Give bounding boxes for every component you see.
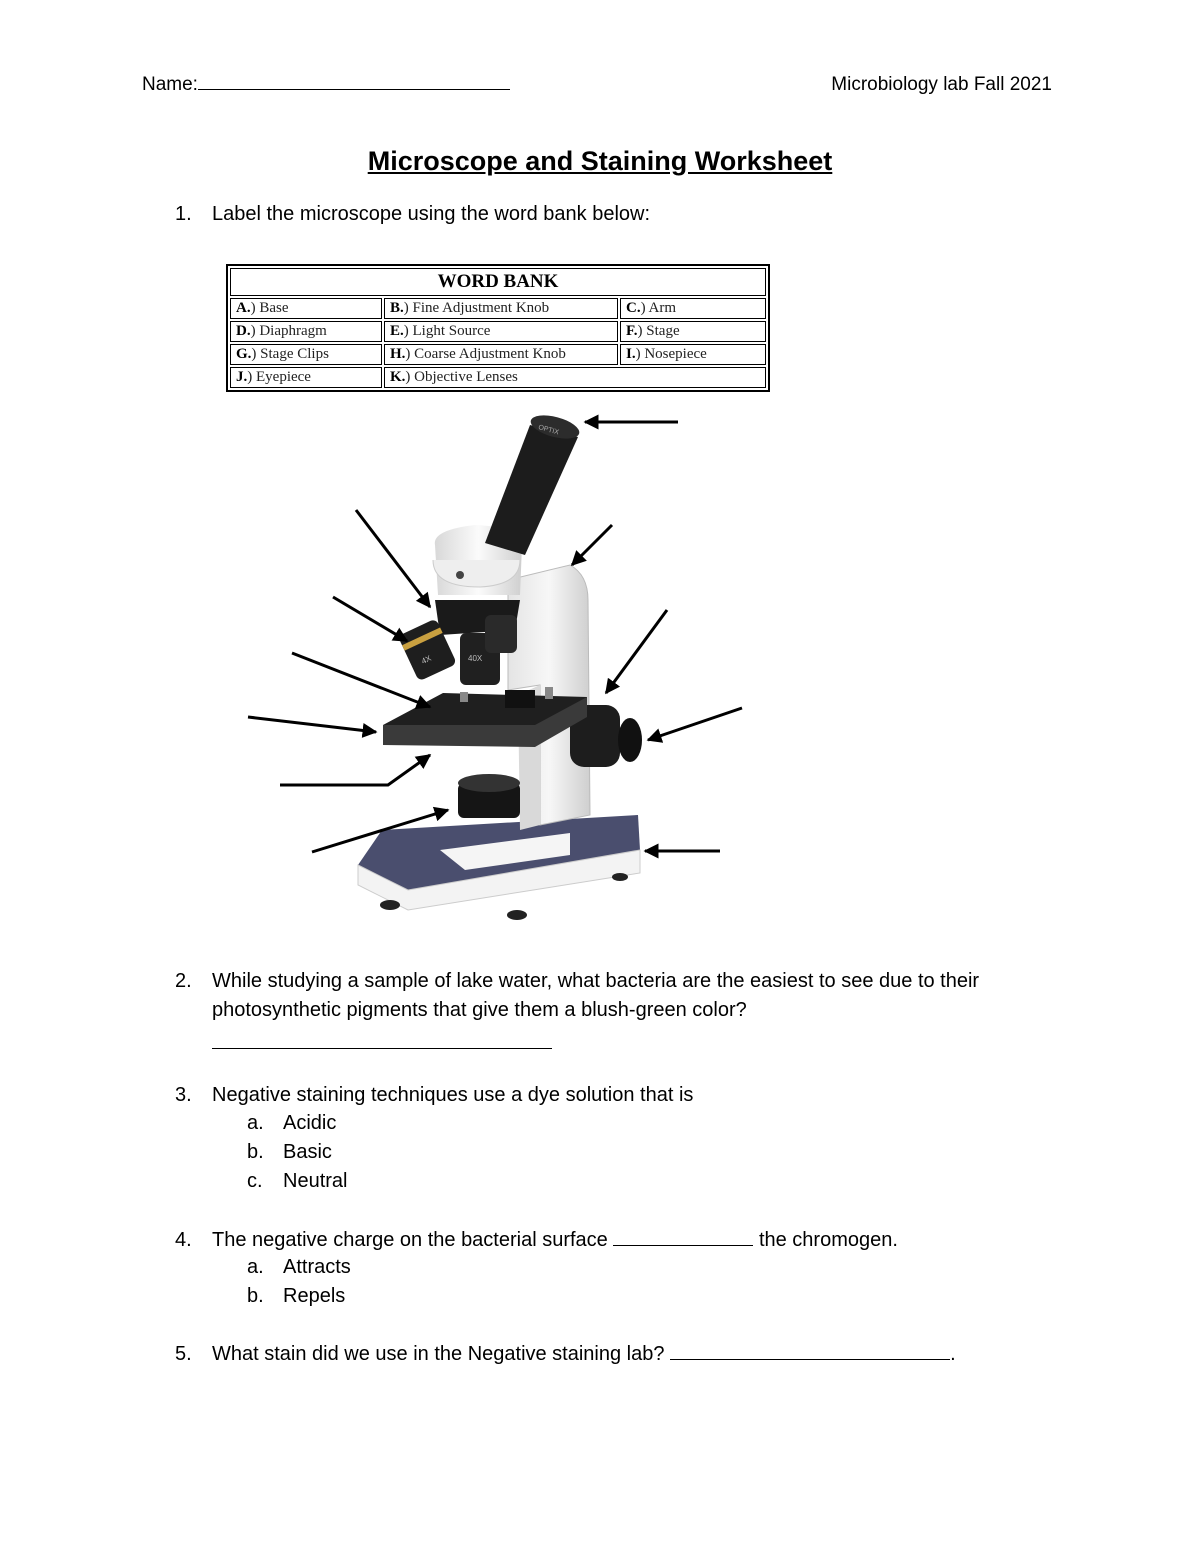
question-text-before: What stain did we use in the Negative staining lab? [212, 1343, 665, 1365]
word-bank-cell: F.) Stage [620, 321, 766, 342]
arrow-nosepiece [356, 510, 430, 607]
option-letter: a. [247, 1256, 264, 1278]
name-label: Name: [142, 74, 198, 95]
objective-lenses [398, 600, 520, 685]
microscope-base [358, 815, 640, 920]
option-text: Basic [283, 1141, 332, 1163]
option-text: Attracts [283, 1256, 351, 1278]
question-text: Label the microscope using the word bank below: [212, 203, 651, 225]
eyepiece [485, 411, 582, 555]
word-bank-cell: J.) Eyepiece [230, 367, 382, 388]
question-text-before: The negative charge on the bacterial surface [212, 1229, 608, 1251]
svg-text:40X: 40X [468, 654, 483, 663]
svg-text:4X: 4X [420, 653, 433, 666]
word-bank-table [226, 264, 770, 392]
name-field [142, 74, 510, 96]
question-number: 4. [175, 1229, 192, 1251]
question-number: 2. [175, 970, 192, 992]
question-text-line-2: photosynthetic pigments that give them a blush-green color? [212, 999, 747, 1021]
arrow-fine-knob [606, 610, 667, 693]
word-bank-cell: C.) Arm [620, 298, 766, 319]
name-blank[interactable] [198, 89, 510, 90]
question-text-after: . [950, 1343, 956, 1365]
option-text: Acidic [283, 1112, 337, 1134]
question-text: Negative staining techniques use a dye solution that is [212, 1084, 694, 1106]
svg-text:OPTIX: OPTIX [537, 424, 560, 437]
arrow-arm [572, 525, 612, 565]
option-letter: b. [247, 1285, 264, 1307]
word-bank-cell: A.) Base [230, 298, 382, 319]
answer-blank-q5[interactable] [670, 1341, 950, 1360]
arrow-objective [333, 597, 407, 641]
light-source [458, 774, 520, 818]
table-row [230, 321, 766, 342]
arrow-stage [248, 717, 376, 732]
word-bank-cell: E.) Light Source [384, 321, 618, 342]
word-bank-cell: B.) Fine Adjustment Knob [384, 298, 618, 319]
word-bank-cell: G.) Stage Clips [230, 344, 382, 365]
microscope-diagram [240, 395, 760, 930]
word-bank-cell: K.) Objective Lenses [384, 367, 766, 388]
option-text: Neutral [283, 1170, 348, 1192]
arrow-diaphragm [280, 755, 430, 785]
question-text-after: the chromogen. [758, 1229, 898, 1251]
option-text: Repels [283, 1285, 346, 1307]
word-bank-cell: I.) Nosepiece [620, 344, 766, 365]
arrow-coarse-knob [648, 708, 742, 740]
word-bank-heading: WORD BANK [230, 268, 766, 296]
option-letter: c. [247, 1170, 263, 1192]
option-letter: b. [247, 1141, 264, 1163]
question-number: 5. [175, 1343, 192, 1365]
option-letter: a. [247, 1112, 264, 1134]
page-title: Microscope and Staining Worksheet [367, 146, 833, 176]
answer-blank-q4[interactable] [613, 1227, 753, 1246]
arrow-stage-clips [292, 653, 430, 707]
table-row [230, 367, 766, 388]
word-bank-cell: D.) Diaphragm [230, 321, 382, 342]
question-text-line-1: While studying a sample of lake water, what bacteria are the easiest to see due to their [212, 970, 980, 992]
table-row [230, 344, 766, 365]
answer-blank-q2[interactable] [212, 1030, 552, 1049]
question-number: 1. [175, 203, 192, 225]
table-row [230, 298, 766, 319]
word-bank-cell: H.) Coarse Adjustment Knob [384, 344, 618, 365]
course-label: Microbiology lab Fall 2021 [831, 74, 1052, 95]
question-number: 3. [175, 1084, 192, 1106]
